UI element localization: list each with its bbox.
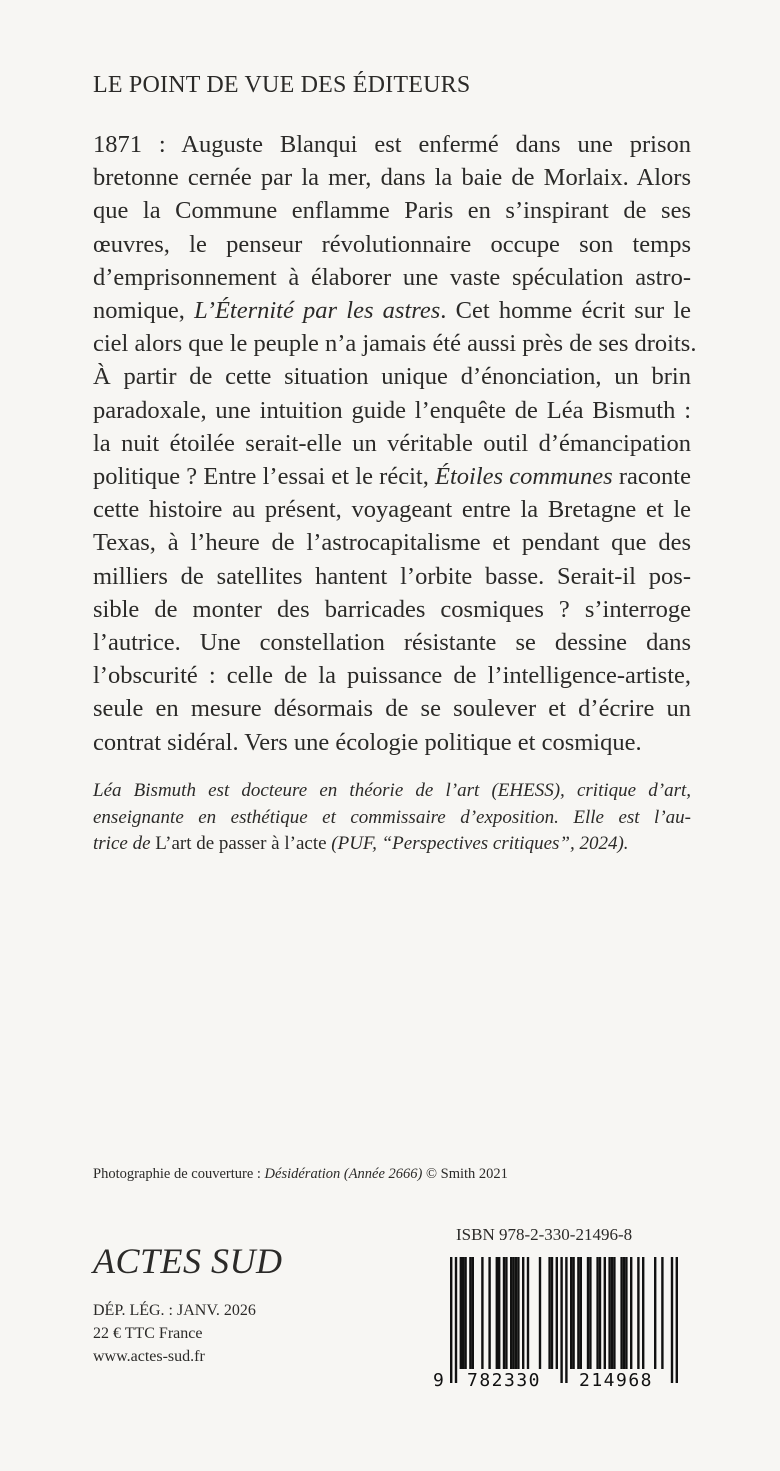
barcode-bar [469,1257,471,1369]
website-link[interactable]: www.actes-sud.fr [93,1348,205,1365]
barcode-bar [512,1257,514,1369]
barcode-bar [510,1257,512,1369]
blurb-italic-text: L’Éternité par les astres [194,297,441,325]
legal-deposit: DÉP. LÉG. : JANV. 2026 [93,1302,256,1319]
barcode-bar [496,1257,498,1369]
barcode-bar [462,1257,464,1369]
barcode-first-digit: 9 [433,1370,444,1391]
barcode-bar [548,1257,550,1369]
blurb-line [93,128,691,161]
blurb-line [93,427,691,460]
blurb-text: la nuit étoilée serait-elle un véritable outil d’émancipation [93,429,691,457]
blurb-line [93,161,691,194]
barcode-bar [661,1257,663,1369]
bio-italic-text: trice de [93,833,156,854]
price: 22 € TTC France [93,1325,203,1342]
blurb-line [93,692,691,725]
barcode-bar [577,1257,579,1369]
barcode-bar [560,1257,562,1383]
barcode-bar [472,1257,474,1369]
blurb-line [93,560,691,593]
barcode-bar [613,1257,615,1369]
bio-line [93,805,691,832]
photo-credit [93,1166,508,1183]
legal-info [93,1299,256,1368]
blurb-line [93,294,691,327]
blurb-line [93,726,691,759]
photo-credit-title: Désidération (Année 2666) [264,1166,423,1182]
barcode-bar [604,1257,606,1369]
blurb-text: milliers de satellites hantent l’orbite basse. Serait-il pos- [93,562,691,590]
blurb-line [93,261,691,294]
publisher-logo: ACTES SUD [93,1241,283,1281]
barcode-bar [565,1257,567,1383]
blurb-text: contrat sidéral. Vers une écologie politique et cosmique. [93,728,642,756]
blurb-text: l’autrice. Une constellation résistante se dessine dans [93,629,691,657]
blurb-line [93,460,691,493]
bio-line [93,778,691,805]
bio-italic-text: (PUF, “Perspectives critiques”, 2024). [326,833,629,854]
barcode-bar [654,1257,656,1369]
barcode-bar [556,1257,558,1369]
barcode-bar [580,1257,582,1369]
barcode-bar [570,1257,572,1369]
blurb-text [93,128,697,759]
barcode-bar [625,1257,627,1369]
barcode-bar [599,1257,601,1369]
blurb-italic-text: Étoiles communes [435,463,613,491]
blurb-text: raconte [612,463,691,491]
barcode-bar [620,1257,622,1369]
blurb-line [93,526,691,559]
barcode-bar [464,1257,466,1369]
barcode-bar [589,1257,591,1369]
barcode-bar [587,1257,589,1369]
blurb-text: ciel alors que le peuple n’a jamais été aussi près de ses droits. [93,330,697,358]
barcode-bar [551,1257,553,1369]
barcode-bar [671,1257,673,1383]
barcode-bar [522,1257,524,1369]
isbn: ISBN 978-2-330-21496-8 [456,1225,633,1244]
author-bio [93,778,691,858]
blurb-text: seule en mesure désormais de se soulever et d’écrire un [93,695,691,723]
barcode-bar [630,1257,632,1369]
barcode-right-group: 214968 [579,1370,654,1391]
bio-italic-text: enseignante en esthétique et commissaire d’exposition. Elle est l’au- [93,806,691,828]
barcode-left-group: 782330 [467,1370,542,1391]
blurb-line [93,493,691,526]
blurb-text: 1871 : Auguste Blanqui est enfermé dans une prison [93,131,691,158]
page-heading: LE POINT DE VUE DES ÉDITEURS [93,72,471,98]
blurb-line [93,394,691,427]
blurb-text: À partir de cette situation unique d’énonciation, un brin [93,363,691,391]
blurb-text: cette histoire au présent, voyageant entre la Bretagne et le [93,496,691,524]
barcode-bar [517,1257,519,1369]
blurb-line [93,194,691,227]
blurb-line [93,659,691,692]
bio-line [93,831,691,858]
barcode-bar [611,1257,613,1369]
blurb-text: nomique, [93,297,195,325]
photo-credit-prefix: Photographie de couverture : [93,1166,265,1182]
blurb-text: l’obscurité : celle de la puissance de l’intelligence-artiste, [93,662,691,690]
blurb-line [93,360,691,393]
bio-text: L’art de passer à l’acte [155,833,327,854]
blurb-text: d’emprisonnement à élaborer une vaste spéculation astro- [93,263,691,291]
barcode-bar [460,1257,462,1369]
barcode-digits [432,1370,690,1396]
barcode-bar [527,1257,529,1369]
blurb-text: bretonne cernée par la mer, dans la baie de Morlaix. Alors [93,164,691,192]
barcode-bar [623,1257,625,1369]
blurb-text: paradoxale, une intuition guide l’enquête de Léa Bismuth : [93,396,691,424]
blurb-text: . Cet homme écrit sur le [440,297,692,325]
barcode-bar [503,1257,505,1369]
blurb-line [93,228,691,261]
blurb-text: sible de monter des barricades cosmiques ? s’interroge [93,595,691,623]
bio-italic-text: Léa Bismuth est docteure en théorie de l’art (EHESS), critique d’art, [93,780,691,801]
barcode-bar [608,1257,610,1369]
barcode-bar [572,1257,574,1369]
barcode-bar [498,1257,500,1369]
blurb-text: œuvres, le penseur révolutionnaire occupe son temps [93,230,691,258]
blurb-text: politique ? Entre l’essai et le récit, [93,463,436,491]
barcode-bar [539,1257,541,1369]
photo-credit-suffix: © Smith 2021 [422,1166,508,1182]
blurb-line [93,327,697,360]
blurb-line [93,626,691,659]
barcode-bar [596,1257,598,1369]
barcode-bar [505,1257,507,1369]
blurb-text: Texas, à l’heure de l’astrocapitalisme et pendant que des [93,529,691,557]
barcode-bar [481,1257,483,1369]
barcode-bar [450,1257,452,1383]
barcode-bar [642,1257,644,1369]
blurb-text: que la Commune enflamme Paris en s’inspirant de ses [93,197,691,225]
blurb-line [93,593,691,626]
barcode-bar [515,1257,517,1369]
barcode [432,1257,690,1387]
barcode-bar [637,1257,639,1369]
barcode-bar [455,1257,457,1383]
barcode-bar [488,1257,490,1369]
barcode-bar [676,1257,678,1383]
